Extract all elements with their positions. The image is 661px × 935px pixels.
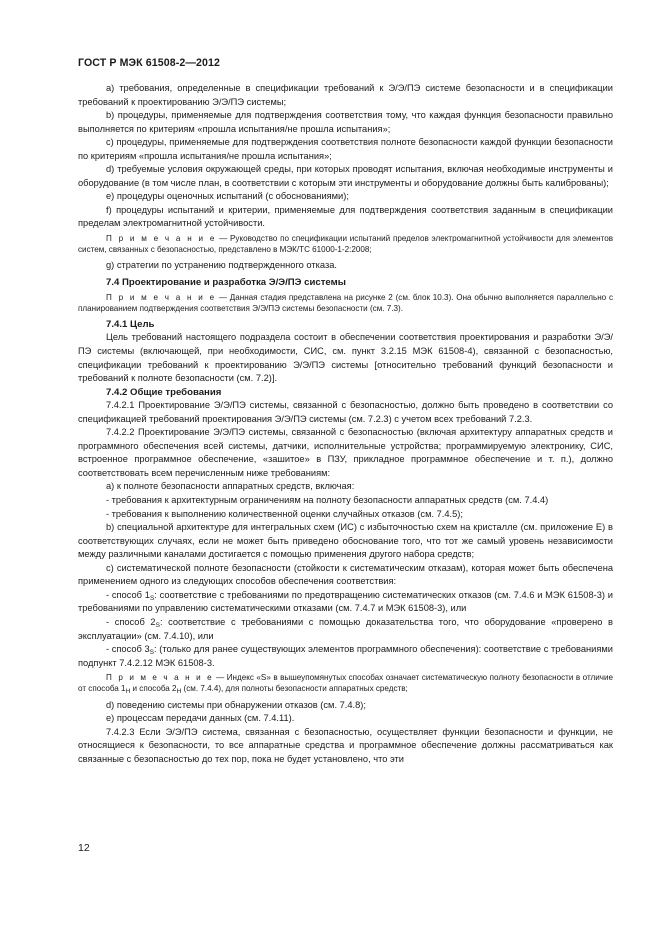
list-item: c) процедуры, применяемые для подтверждения соответствия полноте безопасности каждой функции безопасности по критериям «прошла испытания/не прошла испытания»; [78,137,613,161]
list-item: e) процедуры оценочных испытаний (с обоснованиями); [106,191,349,202]
list-item: f) процедуры испытаний и критерии, применяемые для подтверждения соответствия заданным в спецификации пределам электромагнитной устойчивости. [78,204,613,229]
list-item: c) систематической полноте безопасности (стойкости к систематическим отказам), которая может быть обеспечена применением одного из следующих способов обеспечения соответствия: [78,562,613,587]
note-2 [78,292,613,314]
note-1 [78,233,613,255]
list-item: g) стратегии по устранению подтвержденного отказа. [106,260,337,271]
document-body [78,82,613,766]
paragraph-7-4-2-2: 7.4.2.2 Проектирование Э/Э/ПЭ системы, связанной с безопасностью (включая архитектуру аппаратных средств и программного обеспечения всей системы, датчики, исполнительные устройства; программируемую электронику, СИС, встроенное программное обеспечение, «зашитое» в ПЗУ, прикладное программное обеспечение и т. п.), должно соответствовать всем перечисленным ниже требованиям: [78,427,613,478]
method-2: - способ $2_S$: соответствие с требованиями с помощью доказательства того, что оборудование «проверено в эксплуатации» (см. 7.4.10), или [78,616,613,641]
list-item: - требования к выполнению количественной оценки случайных отказов (см. 7.4.5); [106,508,463,519]
paragraph-7-4-1: Цель требований настоящего подраздела состоит в обеспечении соответствия проектирования и разработки Э/Э/ПЭ системы (включающей, при необходимости, СИС, см. пункт 3.2.15 МЭК 61508-4), связанной с безопасностью, спецификации требований к проектированию Э/Э/ПЭ системы [относительно требований функций безопасности и требований к полноте безопасности (см. 7.2)]. [78,332,613,384]
list-item: b) процедуры, применяемые для подтверждения соответствия тому, что каждая функция безопасности правильно выполняется по критериям «прошла испытания/не прошла испытания»; [78,110,613,134]
list-item: d) поведению системы при обнаружении отказов (см. 7.4.8); [106,699,366,710]
note-label: П р и м е ч а н и е [106,673,214,683]
paragraph-7-4-2-1: 7.4.2.1 Проектирование Э/Э/ПЭ системы, связанной с безопасностью, должно быть проведено в соответствии со спецификацией требований проектирования Э/Э/ПЭ системы (см. 7.2.3) с учетом всех требований 7.2.3. [78,400,613,424]
list-item: - требования к архитектурным ограничениям на полноту безопасности аппаратных средств (см. 7.4.4) [106,495,549,506]
note-text: — Руководство по спецификации испытаний пределов электромагнитной устойчивости для элементов систем, связанных с безопасностью, представлено в МЭК/ТС 61000-1-2:2008; [78,234,613,255]
list-item: a) требования, определенные в спецификации требований к Э/Э/ПЭ системе безопасности и в спецификации требований к проектированию Э/Э/ПЭ системы; [78,83,613,107]
section-heading-7-4: 7.4 Проектирование и разработка Э/Э/ПЭ системы [106,276,346,288]
page-number: 12 [78,842,90,854]
note-text: — Данная стадия представлена на рисунке 2 (см. блок 10.3). Она обычно выполняется параллельно с планированием подтверждения соответствия Э/Э/ПЭ системы безопасности (см. 7.3). [78,292,613,313]
section-heading-7-4-1: 7.4.1 Цель [106,318,155,330]
note-3: П р и м е ч а н и е — Индекс «S» в вышеупомянутых способах означает систематическую полноту безопасности в отличие от способа $1_H$ и способа $2_H$ (см. 7.4.4), для полноты безопасности аппаратных средств; [78,673,614,696]
paragraph-7-4-2-3: 7.4.2.3 Если Э/Э/ПЭ система, связанная с безопасностью, осуществляет функции безопасности и функции, не относящиеся к безопасности, то все аппаратные средства и программное обеспечение должны рассматриваться как связанные с безопасностью до тех пор, пока не будет установлено, что эти [78,726,613,764]
list-item: d) требуемые условия окружающей среды, при которых проводят испытания, включая необходимые инструменты и оборудование (в том числе план, в соответствии с которым эти инструменты и оборудование должны быть калиброваны); [78,164,613,188]
method-1: - способ $1_S$: соответствие с требованиями по предотвращению систематических отказов (см. 7.4.6 и МЭК 61508-3) и требованиями по управлению систематическими отказами (см. 7.4.7 и МЭК 61508-3), или [78,589,613,614]
method-3: - способ $3_S$: (только для ранее существующих элементов программного обеспечения): соответствие с требованиями подпункт 7.4.2.12 МЭК 61508-3. [78,644,613,668]
note-label: П р и м е ч а н и е [106,292,217,302]
list-item: b) специальной архитектуре для интегральных схем (ИС) с избыточностью схем на кристалле (см. приложение Е) в соответствующих случаях, если не может быть приведено обоснование того, что тот же самый уровень независимости между различными каналами достигается с помощью применения другого набора средств; [78,522,613,560]
section-heading-7-4-2: 7.4.2 Общие требования [106,386,222,398]
list-item: e) процессам передачи данных (см. 7.4.11). [106,713,295,724]
list-item: a) к полноте безопасности аппаратных средств, включая: [106,481,355,492]
note-label: П р и м е ч а н и е [106,234,217,244]
standard-header: ГОСТ Р МЭК 61508-2—2012 [78,57,221,69]
